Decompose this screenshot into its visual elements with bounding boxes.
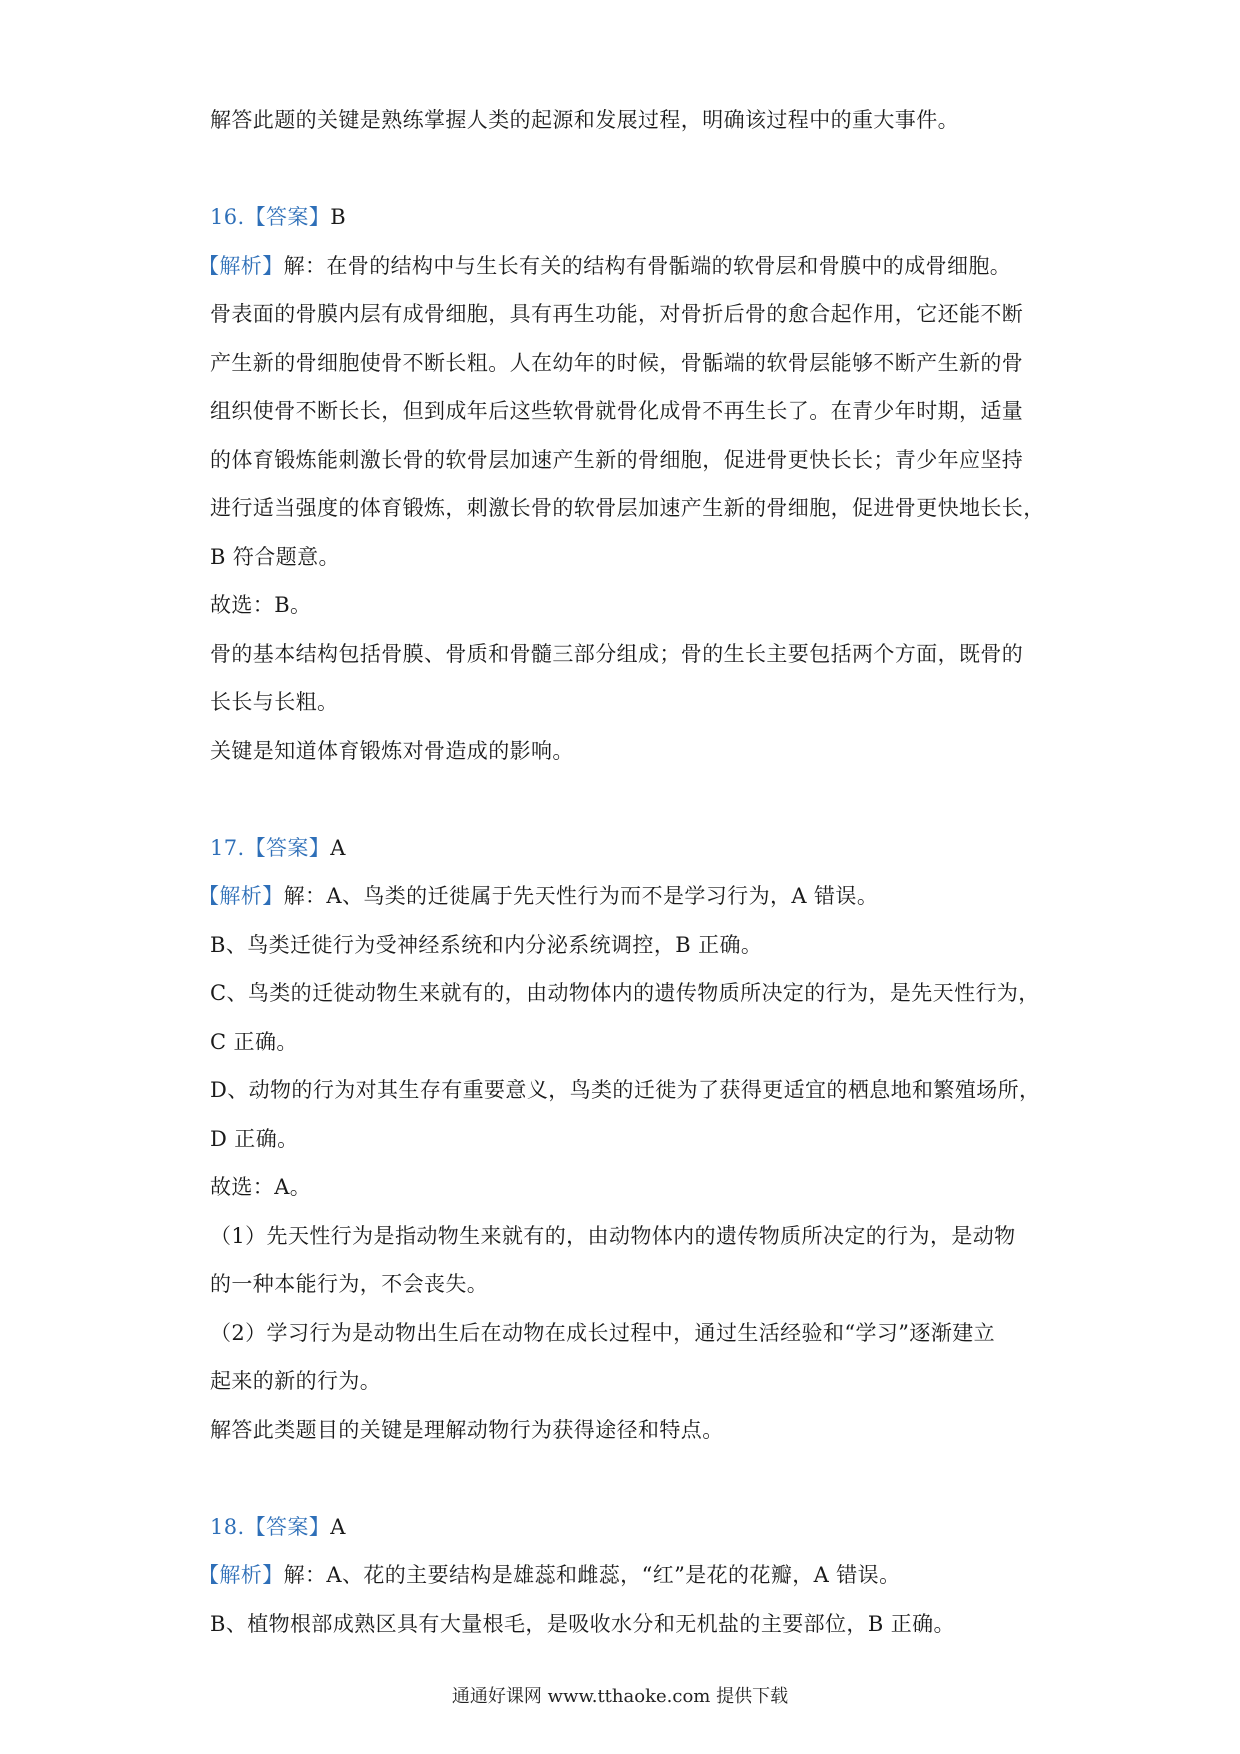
spacer [210, 1454, 1040, 1503]
q18-analysis-first: 解：A、花的主要结构是雄蕊和雌蕊，“红”是花的花瓣，A 错误。 [283, 1563, 901, 1587]
q16-line: B 符合题意。 [210, 544, 340, 569]
q18-line: B、植物根部成熟区具有大量根毛，是吸收水分和无机盐的主要部位，B 正确。 [210, 1611, 955, 1636]
q16-analysis-first: 解：在骨的结构中与生长有关的结构有骨骺端的软骨层和骨膜中的成骨细胞。 [283, 253, 1012, 278]
q18-analysis-line [198, 1551, 1040, 1600]
footer-credit: 通通好课网 www.tthaoke.com 提供下载 [451, 1686, 789, 1707]
q18-number: 18. [210, 1514, 245, 1539]
q16-answer-tag: 【答案】 [244, 205, 331, 229]
q17-number: 17. [210, 835, 245, 860]
q17-line: 的一种本能行为，不会丧失。 [210, 1272, 489, 1296]
q16-line: 骨的基本结构包括骨膜、骨质和骨髓三部分组成；骨的生长主要包括两个方面，既骨的 [210, 641, 1024, 666]
q16-line: 进行适当强度的体育锻炼，刺激长骨的软骨层加速产生新的骨细胞，促进骨更快地长长， [210, 496, 1045, 520]
q16-analysis-tag: 【解析】 [198, 253, 284, 278]
q16-line: 长长与长粗。 [210, 690, 339, 714]
q18-answer-tag: 【答案】 [244, 1514, 331, 1539]
q17-analysis-line [198, 872, 1040, 921]
q17-line: D、动物的行为对其生存有重要意义，鸟类的迁徙为了获得更适宜的栖息地和繁殖场所， [210, 1078, 1041, 1102]
q17-answer-line [210, 824, 1040, 873]
q17-line: 故选：A。 [210, 1175, 312, 1199]
q17-line: C 正确。 [210, 1029, 298, 1054]
q16-line: 组织使骨不断长长，但到成年后这些软骨就骨化成骨不再生长了。在青少年时期，适量 [210, 399, 1024, 423]
q16-line: 关键是知道体育锻炼对骨造成的影响。 [210, 738, 574, 763]
q16-analysis-line [198, 242, 1040, 291]
q16-number: 16. [210, 205, 245, 229]
q17-line: 解答此类题目的关键是理解动物行为获得途径和特点。 [210, 1417, 724, 1442]
q17-line: C、鸟类的迁徙动物生来就有的，由动物体内的遗传物质所决定的行为，是先天性行为， [210, 981, 1040, 1005]
q17-line: （2）学习行为是动物出生后在动物在成长过程中，通过生活经验和“学习”逐渐建立 [210, 1320, 996, 1345]
q16-answer-line [210, 193, 1040, 242]
spacer [210, 775, 1040, 824]
q16-line: 故选：B。 [210, 593, 312, 617]
q17-line: （1）先天性行为是指动物生来就有的，由动物体内的遗传物质所决定的行为，是动物 [210, 1223, 1016, 1248]
q17-line: 起来的新的行为。 [210, 1369, 382, 1393]
q17-analysis-tag: 【解析】 [198, 884, 284, 908]
q18-analysis-tag: 【解析】 [198, 1563, 284, 1587]
spacer [210, 145, 1040, 194]
page-content [198, 96, 1045, 1648]
q17-line: D 正确。 [210, 1126, 299, 1151]
q17-analysis-first: 解：A、鸟类的迁徙属于先天性行为而不是学习行为，A 错误。 [283, 884, 879, 908]
q18-answer: A [330, 1514, 346, 1539]
q16-line: 骨表面的骨膜内层有成骨细胞，具有再生功能，对骨折后骨的愈合起作用，它还能不断 [210, 302, 1024, 326]
intro-line: 解答此题的关键是熟练掌握人类的起源和发展过程，明确该过程中的重大事件。 [210, 108, 959, 132]
q17-answer-tag: 【答案】 [244, 835, 331, 860]
q16-line: 的体育锻炼能刺激长骨的软骨层加速产生新的骨细胞，促进骨更快长长；青少年应坚持 [210, 447, 1024, 472]
q16-answer: B [330, 205, 347, 229]
q17-answer: A [330, 835, 346, 860]
q18-answer-line [210, 1503, 1040, 1552]
q16-line: 产生新的骨细胞使骨不断长粗。人在幼年的时候，骨骺端的软骨层能够不断产生新的骨 [210, 350, 1024, 375]
q17-line: B、鸟类迁徙行为受神经系统和内分泌系统调控，B 正确。 [210, 932, 763, 957]
